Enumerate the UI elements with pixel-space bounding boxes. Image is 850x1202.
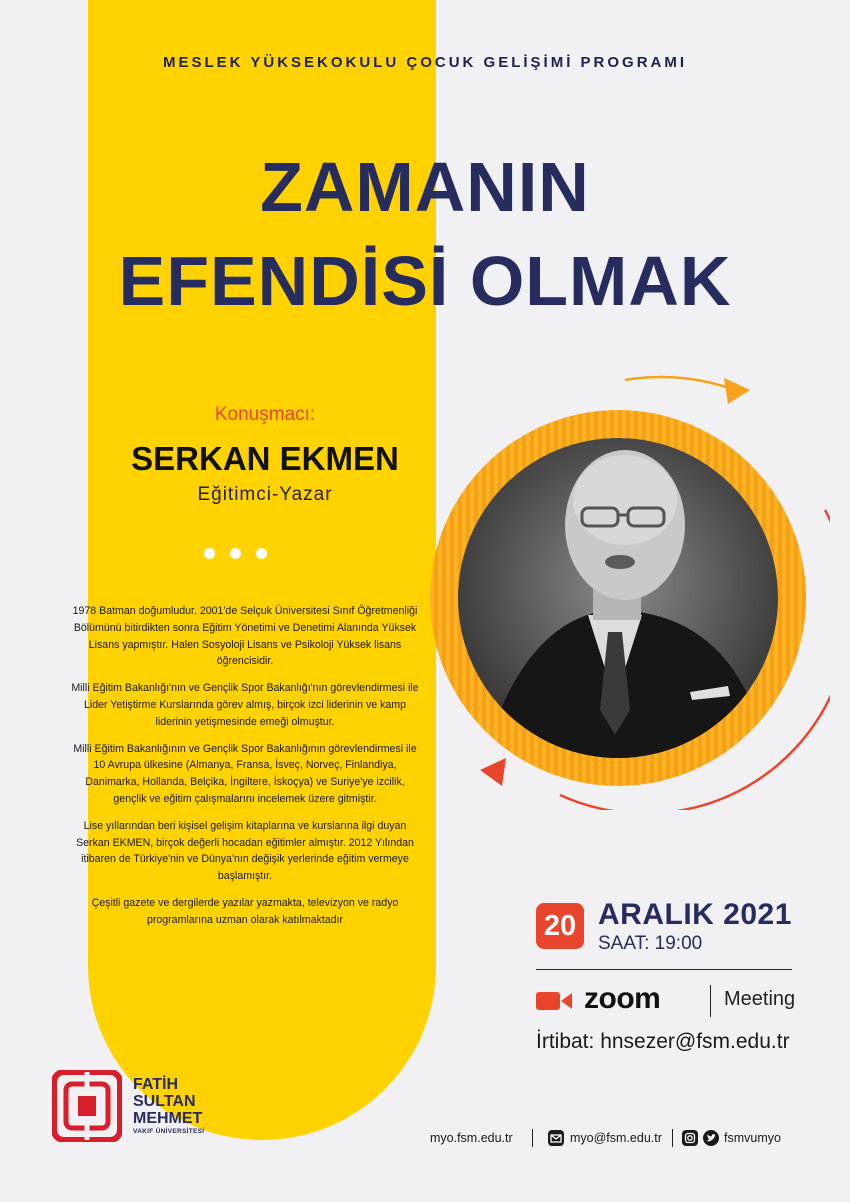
red-arrow-head: [480, 758, 506, 786]
university-logo-text: [133, 1076, 204, 1137]
logo-line: MEHMET: [133, 1110, 203, 1127]
orange-arc: [625, 377, 740, 392]
bio-paragraph: Çeşitli gazete ve dergilerde yazılar yazmakta, televizyon ve radyo programlarına uzman olarak katılmaktadır: [91, 896, 399, 926]
speaker-photo-frame: [410, 370, 830, 810]
logo-subtitle: VAKIF ÜNİVERSİTESİ: [133, 1128, 205, 1135]
email-link[interactable]: myo@fsm.edu.tr: [570, 1131, 662, 1145]
footer-separator: [532, 1129, 533, 1147]
divider: [536, 969, 792, 970]
footer-separator: [672, 1129, 673, 1147]
speaker-photo-graphic: [410, 370, 830, 810]
website-link[interactable]: myo.fsm.edu.tr: [430, 1131, 513, 1145]
decorative-dots: [204, 548, 274, 560]
speaker-biography: [70, 603, 420, 939]
dot: [204, 548, 215, 559]
title-line-1: ZAMANIN: [260, 148, 590, 226]
bio-paragraph: Lise yıllarından beri kişisel gelişim kitaplarına ve kurslarına ilgi duyan Serkan EKMEN, birçok değerli hocadan eğitimler almıştır. 2012 Yılından itibaren de Türkiye'nin ve Dünya'nın değişik yerlerinde eğitim vermeye başlamıştır.: [76, 819, 414, 883]
title-line-2: EFENDİSİ OLMAK: [118, 242, 732, 320]
bio-paragraph: Milli Eğitim Bakanlığının ve Gençlik Spor Bakanlığının görevlendirmesi ile 10 Avrupa ülkesine (Almanya, Fransa, İsveç, Norveç, Finlandiya, Danimarka, Hollanda, Belçika, İngiltere, İskoçya) ve Suriye'ye izcilik, gençlik ve eğitim çalışmalarını incelemek üzere gitmiştir.: [73, 742, 417, 805]
dot: [230, 548, 241, 559]
platform-type: Meeting: [724, 988, 796, 1010]
event-time: SAAT: 19:00: [598, 933, 703, 954]
logo-line: SULTAN: [133, 1093, 196, 1110]
speaker-name: SERKAN EKMEN: [131, 440, 399, 477]
bio-paragraph: 1978 Batman doğumludur. 2001'de Selçuk Üniversitesi Sınıf Öğretmenliği Bölümünü bitirdikten sonra Eğitim Yönetimi ve Denetimi Alanında Yüksek Lisans yapmıştır. Halen Sosyoloji Lisans ve Psikoloji Yüksek lisans öğrencisidir.: [72, 605, 418, 668]
zoom-camera-icon: [536, 990, 572, 1017]
platform-separator: [710, 985, 711, 1017]
program-heading: MESLEK YÜKSEKOKULU ÇOCUK GELİŞİMİ PROGRAMI: [162, 54, 688, 71]
event-month-year: ARALIK 2021: [598, 898, 792, 931]
platform-name: zoom: [584, 982, 661, 1015]
orange-arrow-head: [724, 378, 750, 404]
contact-info[interactable]: İrtibat: hnsezer@fsm.edu.tr: [536, 1030, 790, 1053]
mail-icon: [548, 1130, 564, 1146]
dot: [256, 548, 267, 559]
social-handle[interactable]: fsmvumyo: [724, 1131, 781, 1145]
event-title: [0, 140, 850, 328]
twitter-icon[interactable]: [703, 1130, 719, 1146]
speaker-label: Konuşmacı:: [214, 404, 316, 425]
bio-paragraph: Milli Eğitim Bakanlığı'nın ve Gençlik Spor Bakanlığı'nın görevlendirmesi ile Lider Yetiştirme Kurslarında görev almış, birçok izci liderinin ve kamp liderinin yetişmesinde emeği olmuştur.: [71, 682, 419, 728]
instagram-icon[interactable]: [682, 1130, 698, 1146]
logo-line: FATİH: [133, 1076, 179, 1093]
university-logo-mark: [52, 1070, 122, 1147]
speaker-role: Eğitimci-Yazar: [197, 484, 333, 505]
event-day-badge: 20: [536, 903, 584, 949]
